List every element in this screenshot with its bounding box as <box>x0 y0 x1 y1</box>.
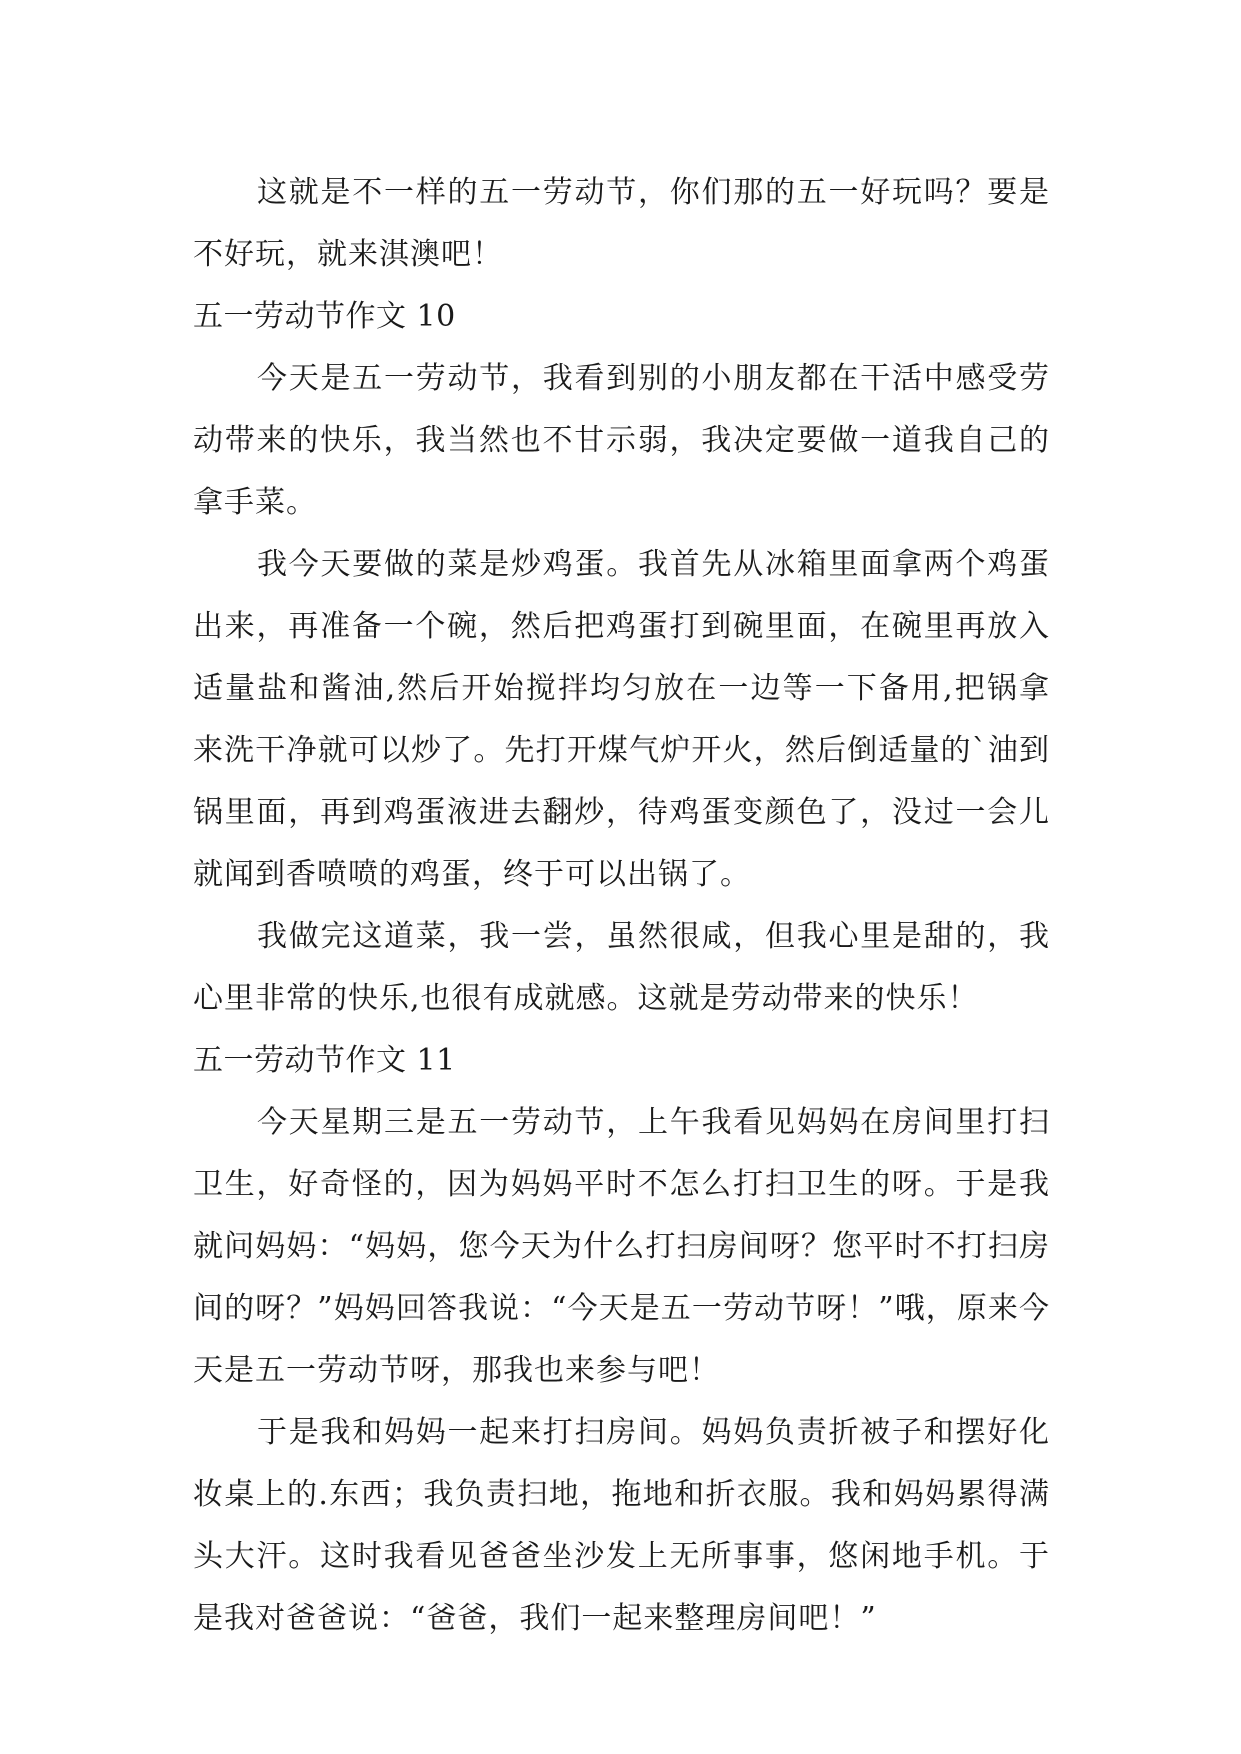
paragraph: 我做完这道菜，我一尝，虽然很咸，但我心里是甜的，我心里非常的快乐,也很有成就感。这就是劳动带来的快乐！ <box>193 919 1050 1016</box>
paragraph: 这就是不一样的五一劳动节，你们那的五一好玩吗？要是不好玩，就来淇澳吧！ <box>193 175 1050 272</box>
paragraph: 今天是五一劳动节，我看到别的小朋友都在干活中感受劳动带来的快乐，我当然也不甘示弱，我决定要做一道我自己的拿手菜。 <box>193 361 1050 520</box>
paragraph: 我今天要做的菜是炒鸡蛋。我首先从冰箱里面拿两个鸡蛋出来，再准备一个碗，然后把鸡蛋打到碗里面，在碗里再放入适量盐和酱油,然后开始搅拌均匀放在一边等一下备用,把锅拿来洗干净就可以炒了。先打开煤气炉开火，然后倒适量的`油到锅里面，再到鸡蛋液进去翻炒，待鸡蛋变颜色了，没过一会儿就闻到香喷喷的鸡蛋，终于可以出锅了。 <box>193 547 1050 892</box>
document-body <box>193 162 1050 1650</box>
paragraph: 于是我和妈妈一起来打扫房间。妈妈负责折被子和摆好化妆桌上的.东西；我负责扫地，拖地和折衣服。我和妈妈累得满头大汗。这时我看见爸爸坐沙发上无所事事，悠闲地手机。于是我对爸爸说：“爸爸，我们一起来整理房间吧！” <box>193 1415 1050 1636</box>
section-heading: 五一劳动节作文 11 <box>193 1043 456 1078</box>
section-heading: 五一劳动节作文 10 <box>193 299 456 334</box>
paragraph: 今天星期三是五一劳动节，上午我看见妈妈在房间里打扫卫生，好奇怪的，因为妈妈平时不怎么打扫卫生的呀。于是我就问妈妈：“妈妈，您今天为什么打扫房间呀？您平时不打扫房间的呀？”妈妈回答我说：“今天是五一劳动节呀！”哦，原来今天是五一劳动节呀，那我也来参与吧！ <box>193 1105 1050 1388</box>
